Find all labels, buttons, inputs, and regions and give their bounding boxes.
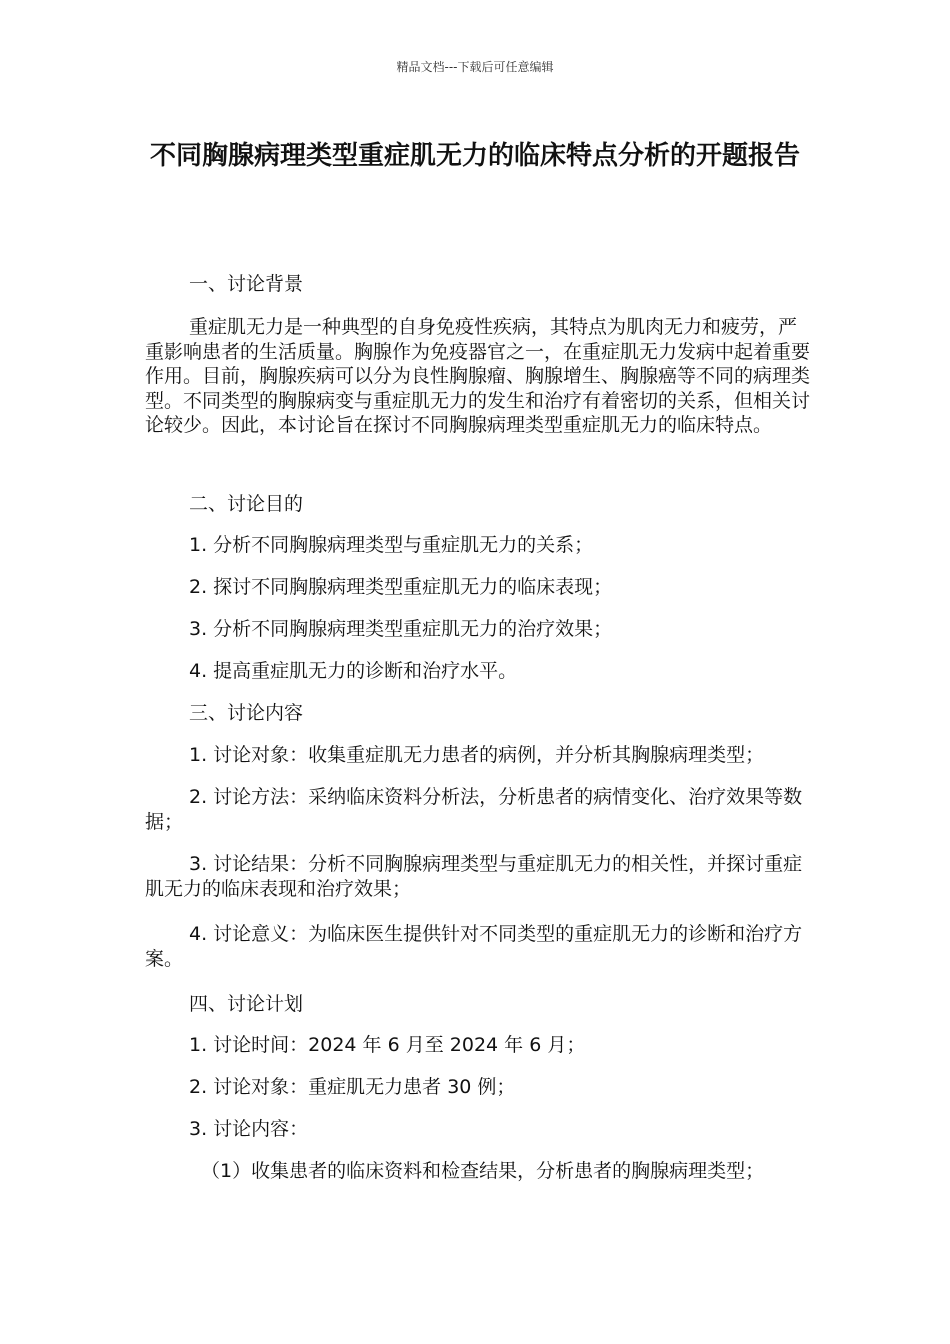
background-paragraph: 重症肌无力是一种典型的自身免疫性疾病，其特点为肌肉无力和疲劳，严重影响患者的生活质量。胸腺作为免疫器官之一，在重症肌无力发病中起着重要作用。目前，胸腺疾病可以分为良性胸腺瘤、胸腺增生、胸腺癌等不同的病理类型。不同类型的胸腺病变与重症肌无力的发生和治疗有着密切的关系，但相关讨论较少。因此，本讨论旨在探讨不同胸腺病理类型重症肌无力的临床特点。 [145, 316, 811, 436]
page-header: 精品文档---下载后可任意编辑 [396, 60, 554, 74]
section-heading-content: 三、讨论内容 [189, 702, 304, 724]
plan-sub-item-1: （1）收集患者的临床资料和检查结果，分析患者的胸腺病理类型； [201, 1160, 765, 1182]
document-title: 不同胸腺病理类型重症肌无力的临床特点分析的开题报告 [149, 141, 800, 171]
content-item-2: 2. 讨论方法：采纳临床资料分析法，分析患者的病情变化、治疗效果等数据； [145, 786, 803, 833]
plan-item-3: 3. 讨论内容： [189, 1118, 309, 1140]
section-heading-purpose: 二、讨论目的 [189, 493, 304, 515]
purpose-item-2: 2. 探讨不同胸腺病理类型重症肌无力的临床表现； [189, 576, 613, 598]
content-item-1: 1. 讨论对象：收集重症肌无力患者的病例，并分析其胸腺病理类型； [189, 744, 765, 766]
purpose-item-4: 4. 提高重症肌无力的诊断和治疗水平。 [189, 660, 518, 682]
purpose-item-3: 3. 分析不同胸腺病理类型重症肌无力的治疗效果； [189, 618, 613, 640]
plan-item-1: 1. 讨论时间：2024 年 6 月至 2024 年 6 月； [189, 1034, 586, 1056]
purpose-item-1: 1. 分析不同胸腺病理类型与重症肌无力的关系； [189, 534, 594, 556]
plan-item-2: 2. 讨论对象：重症肌无力患者 30 例； [189, 1076, 516, 1098]
section-heading-background: 一、讨论背景 [189, 273, 304, 295]
content-item-3: 3. 讨论结果：分析不同胸腺病理类型与重症肌无力的相关性，并探讨重症肌无力的临床表现和治疗效果； [145, 853, 803, 900]
section-heading-plan: 四、讨论计划 [189, 993, 304, 1015]
content-item-4: 4. 讨论意义：为临床医生提供针对不同类型的重症肌无力的诊断和治疗方案。 [145, 923, 803, 970]
